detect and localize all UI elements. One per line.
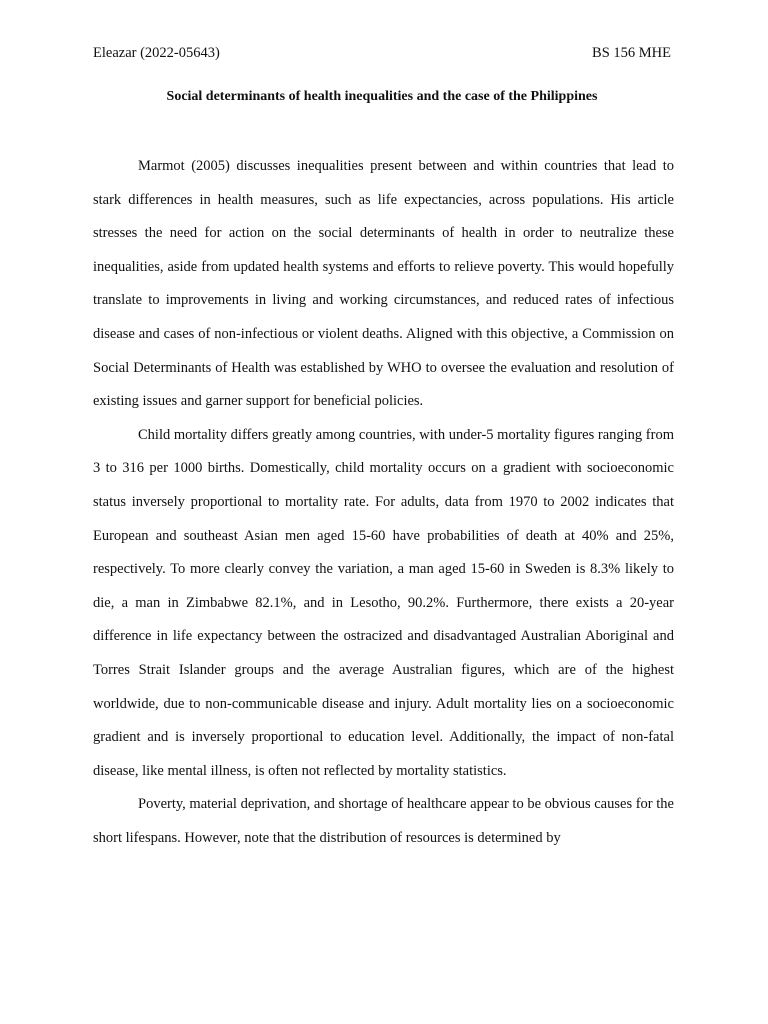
author-id: Eleazar (2022-05643) [93,45,220,61]
paragraph: Poverty, material deprivation, and shortage of healthcare appear to be obvious causes for the short lifespans. However, note that the distribution of resources is determined by [93,796,674,846]
paragraph: Child mortality differs greatly among countries, with under-5 mortality figures ranging from 3 to 316 per 1000 births. Domestically, child mortality occurs on a gradient with socioeconomic status inversely proportional to mortality rate. For adults, data from 1970 to 2002 indicates that European and southeast Asian men aged 15-60 have probabilities of death at 40% and 25%, respectively. To more clearly convey the variation, a man aged 15-60 in Sweden is 8.3% likely to die, a man in Zimbabwe 82.1%, and in Lesotho, 90.2%. Furthermore, there exists a 20-year difference in life expectancy between the ostracized and disadvantaged Australian Aboriginal and Torres Strait Islander groups and the average Australian figures, which are of the highest worldwide, due to non-communicable disease and injury. Adult mortality lies on a socioeconomic gradient and is inversely proportional to education level. Additionally, the impact of non-fatal disease, like mental illness, is often not reflected by mortality statistics. [93,426,674,779]
paragraph: Marmot (2005) discusses inequalities present between and within countries that lead to stark differences in health measures, such as life expectancies, across populations. His article stresses the need for action on the social determinants of health in order to neutralize these inequalities, aside from updated health systems and efforts to relieve poverty. This would hopefully translate to improvements in living and working circumstances, and reduced rates of infectious disease and cases of non-infectious or violent deaths. Aligned with this objective, a Commission on Social Determinants of Health was established by WHO to oversee the evaluation and resolution of existing issues and garner support for beneficial policies. [93,158,674,410]
document-body [93,150,674,855]
page-header [93,43,671,63]
course-code: BS 156 MHE [592,45,671,61]
document-title: Social determinants of health inequalities and the case of the Philippines [166,89,598,104]
